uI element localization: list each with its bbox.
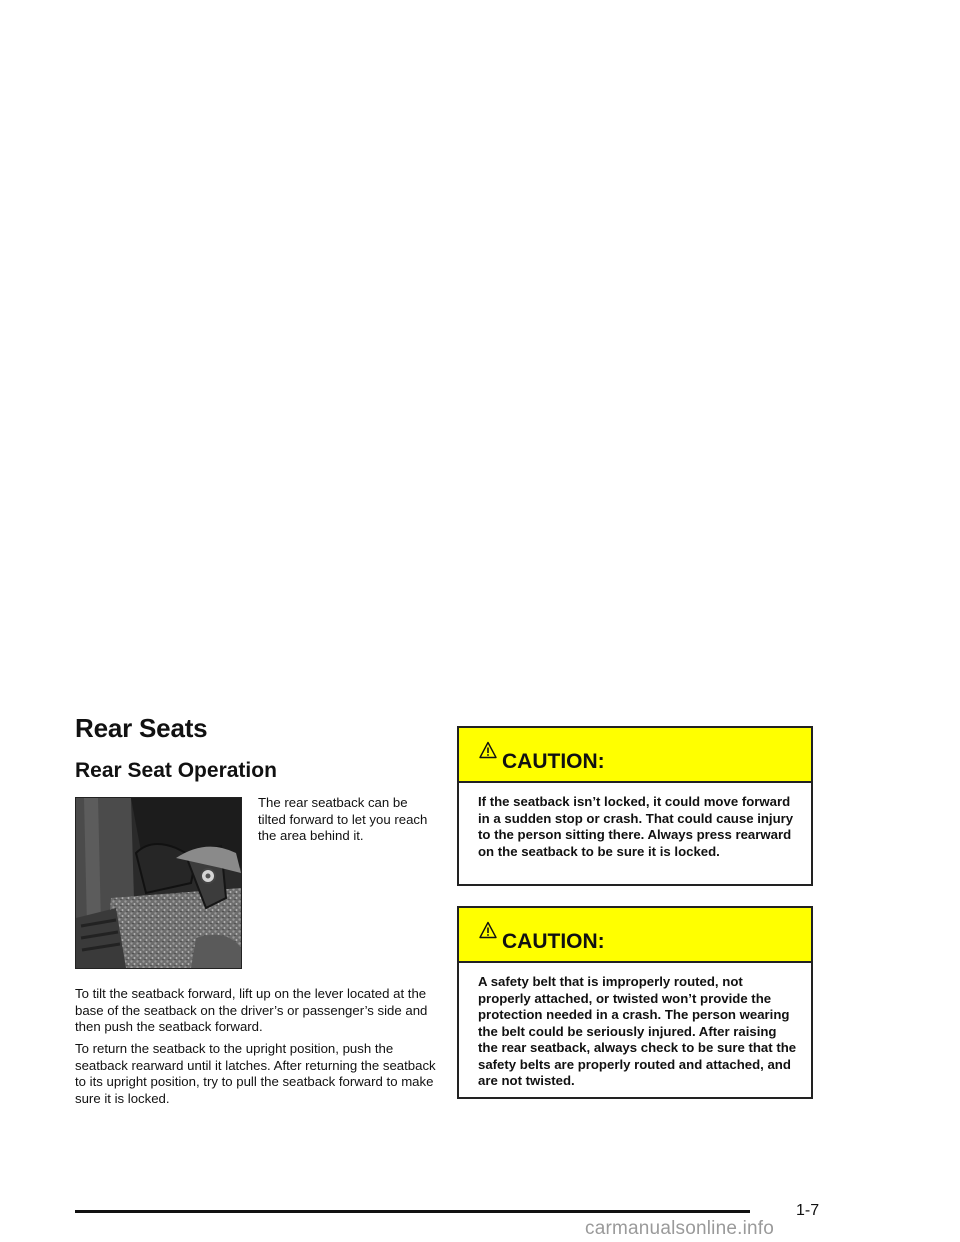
caution-box-safety-belt <box>457 906 813 1099</box>
intro-text: The rear seatback can be tilted forward to let you reach the area behind it. <box>258 795 428 843</box>
page-number: 1-7 <box>796 1202 820 1219</box>
caution-text: A safety belt that is improperly routed, not properly attached, or twisted won’t provide the protection needed in a crash. The person wearing the belt could be seriously injured. After raising the rear seatback, always check to be sure that the safety belts are properly routed and attached, and are not twisted. <box>478 974 797 1088</box>
caution-header <box>459 908 811 963</box>
warning-triangle-icon <box>479 921 497 939</box>
warning-triangle-icon <box>479 741 497 759</box>
caution-label: CAUTION: <box>502 750 605 773</box>
caution-box-seatback-locked <box>457 726 813 886</box>
caution-text: If the seatback isn’t locked, it could move forward in a sudden stop or crash. That could cause injury to the person sitting there. Always press rearward on the seatback to be sure it is locked. <box>478 794 794 859</box>
footer-rule <box>75 1210 750 1213</box>
subsection-title: Rear Seat Operation <box>75 759 277 782</box>
section-title: Rear Seats <box>75 713 208 743</box>
seatback-lever-photo <box>75 797 242 969</box>
paragraph-return-instructions: To return the seatback to the upright position, push the seatback rearward until it latches. After returning the seatback to its upright position, try to pull the seatback forward to make sure it is locked. <box>75 1041 436 1106</box>
caution-header <box>459 728 811 783</box>
caution-label: CAUTION: <box>502 930 605 953</box>
paragraph-tilt-instructions: To tilt the seatback forward, lift up on the lever located at the base of the seatback on the driver’s or passenger’s side and then push the seatback forward. <box>75 986 428 1034</box>
watermark: carmanualsonline.info <box>585 1218 775 1239</box>
